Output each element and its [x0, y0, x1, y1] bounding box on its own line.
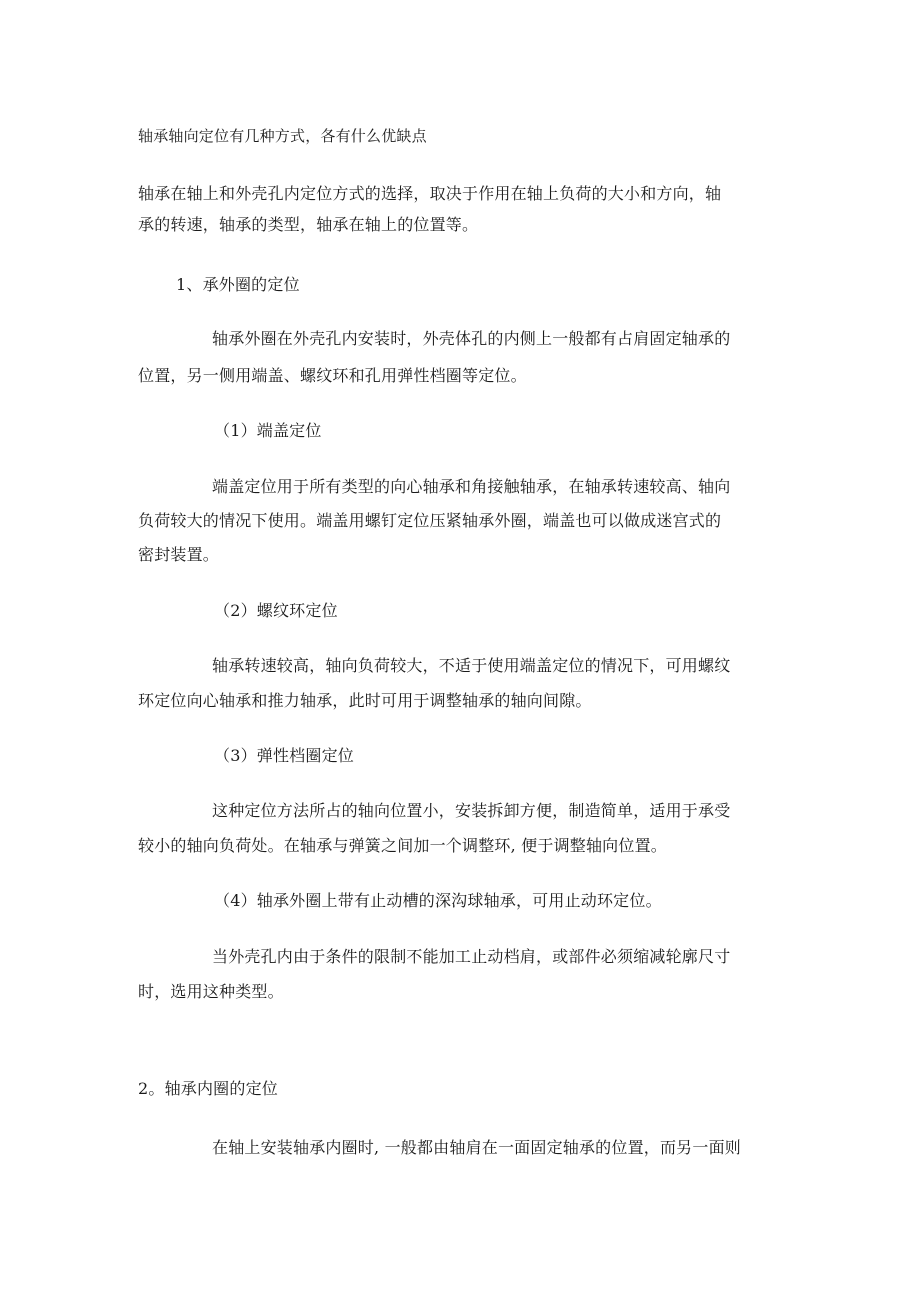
section-1-paragraph-line-2: 位置，另一侧用端盖、螺纹环和孔用弹性档圈等定位。: [138, 366, 527, 385]
section-2-line-1: 在轴上安装轴承内圈时, 一般都由轴肩在一面固定轴承的位置，而另一面则: [212, 1138, 741, 1157]
subsection-1-line-3: 密封装置。: [138, 545, 220, 564]
subsection-4-line-1: 当外壳孔内由于条件的限制不能加工止动档肩，或部件必须缩减轮廓尺寸: [212, 947, 731, 966]
subsection-1-line-1: 端盖定位用于所有类型的向心轴承和角接触轴承，在轴承转速较高、轴向: [212, 477, 731, 496]
section-1-heading: 1、承外圈的定位: [176, 275, 300, 294]
subsection-3-line-2: 较小的轴向负荷处。在轴承与弹簧之间加一个调整环, 便于调整轴向位置。: [138, 836, 667, 855]
section-2-heading: 2。轴承内圈的定位: [138, 1079, 278, 1098]
intro-paragraph-line-2: 承的转速，轴承的类型，轴承在轴上的位置等。: [138, 215, 479, 234]
subsection-2-line-1: 轴承转速较高，轴向负荷较大，不适于使用端盖定位的情况下，可用螺纹: [212, 656, 731, 675]
subsection-3-heading: （3）弹性档圈定位: [214, 746, 354, 765]
subsection-1-heading: （1）端盖定位: [214, 421, 322, 440]
subsection-4-line-2: 时，选用这种类型。: [138, 982, 284, 1001]
intro-paragraph-line-1: 轴承在轴上和外壳孔内定位方式的选择，取决于作用在轴上负荷的大小和方向，轴: [138, 184, 722, 203]
subsection-4-heading: （4）轴承外圈上带有止动槽的深沟球轴承，可用止动环定位。: [214, 891, 662, 910]
subsection-1-line-2: 负荷较大的情况下使用。端盖用螺钉定位压紧轴承外圈，端盖也可以做成迷宫式的: [138, 511, 722, 530]
subsection-2-line-2: 环定位向心轴承和推力轴承，此时可用于调整轴承的轴向间隙。: [138, 691, 592, 710]
subsection-3-line-1: 这种定位方法所占的轴向位置小，安装拆卸方便，制造简单，适用于承受: [212, 801, 731, 820]
section-1-paragraph-line-1: 轴承外圈在外壳孔内安装时，外壳体孔的内侧上一般都有占肩固定轴承的: [212, 329, 731, 348]
document-title: 轴承轴向定位有几种方式，各有什么优缺点: [138, 127, 427, 145]
subsection-2-heading: （2）螺纹环定位: [214, 601, 338, 620]
